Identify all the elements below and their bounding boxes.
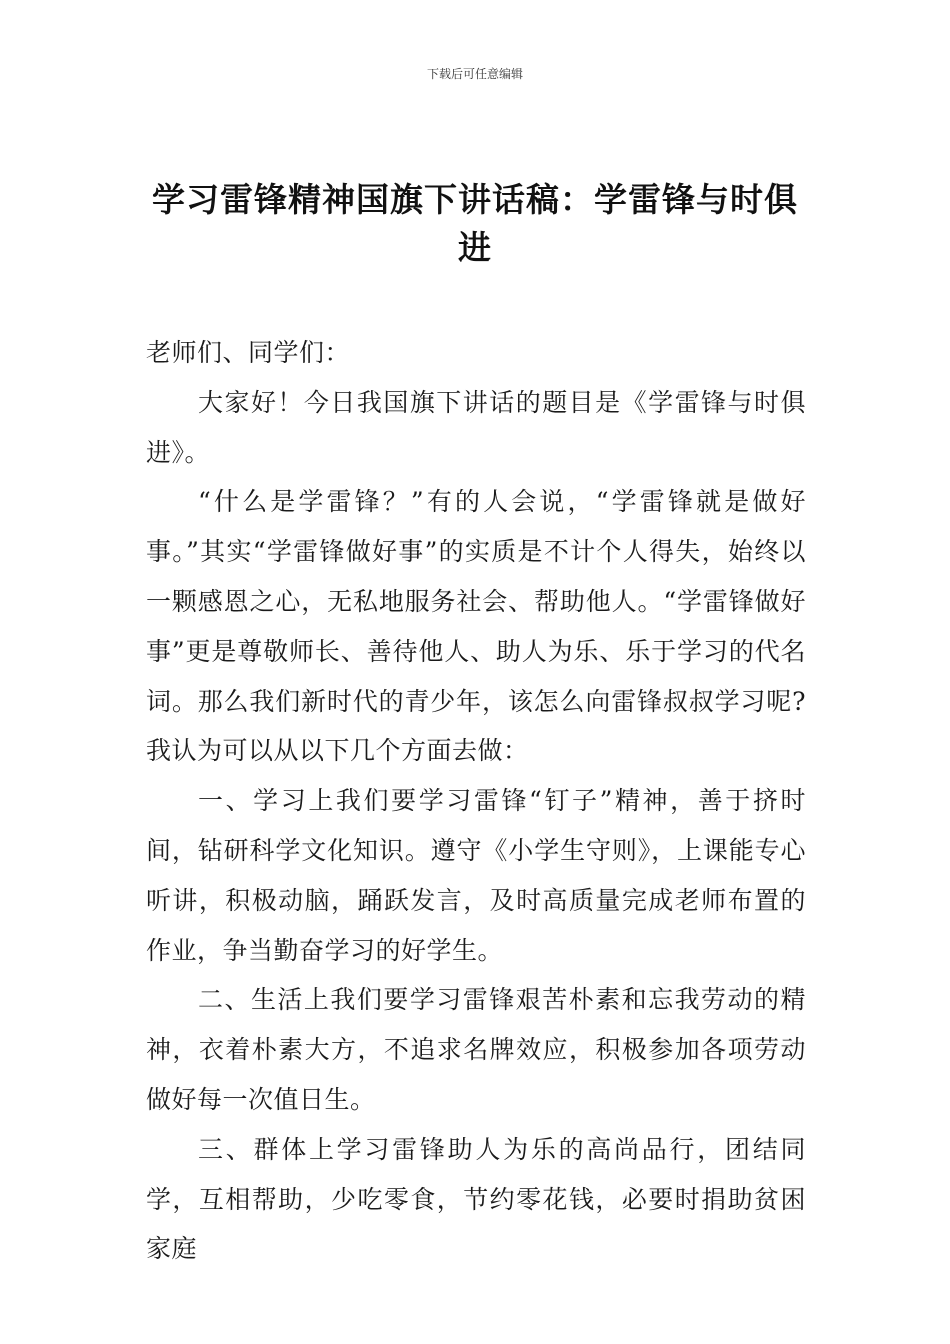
header-note: 下载后可任意编辑: [426, 67, 523, 81]
paragraph-greeting: 大家好！今日我国旗下讲话的题目是《学雷锋与时俱进》。: [146, 387, 806, 467]
document-body: [146, 328, 806, 1274]
salutation: 老师们、同学们：: [146, 338, 351, 367]
document-title: 学习雷锋精神国旗下讲话稿：学雷锋与时俱进: [152, 180, 798, 267]
paragraph-point-one: 一、学习上我们要学习雷锋“钉子”精神，善于挤时间，钻研科学文化知识。遵守《小学生守则》，上课能专心听讲，积极动脑，踊跃发言，及时高质量完成老师布置的作业，争当勤奋学习的好学生。: [146, 786, 806, 965]
paragraph-point-three: 三、群体上学习雷锋助人为乐的高尚品行，团结同学，互相帮助，少吃零食，节约零花钱，必要时捐助贫困家庭: [146, 1134, 806, 1264]
paragraph-what-is-learning-leifeng: “什么是学雷锋？”有的人会说，“学雷锋就是做好事。”其实“学雷锋做好事”的实质是不计个人得失，始终以一颗感恩之心，无私地服务社会、帮助他人。“学雷锋做好事”更是尊敬师长、善待他人、助人为乐、乐于学习的代名词。那么我们新时代的青少年，该怎么向雷锋叔叔学习呢?我认为可以从以下几个方面去做：: [146, 487, 806, 766]
paragraph-point-two: 二、生活上我们要学习雷锋艰苦朴素和忘我劳动的精神，衣着朴素大方，不追求名牌效应，积极参加各项劳动做好每一次值日生。: [146, 985, 806, 1114]
